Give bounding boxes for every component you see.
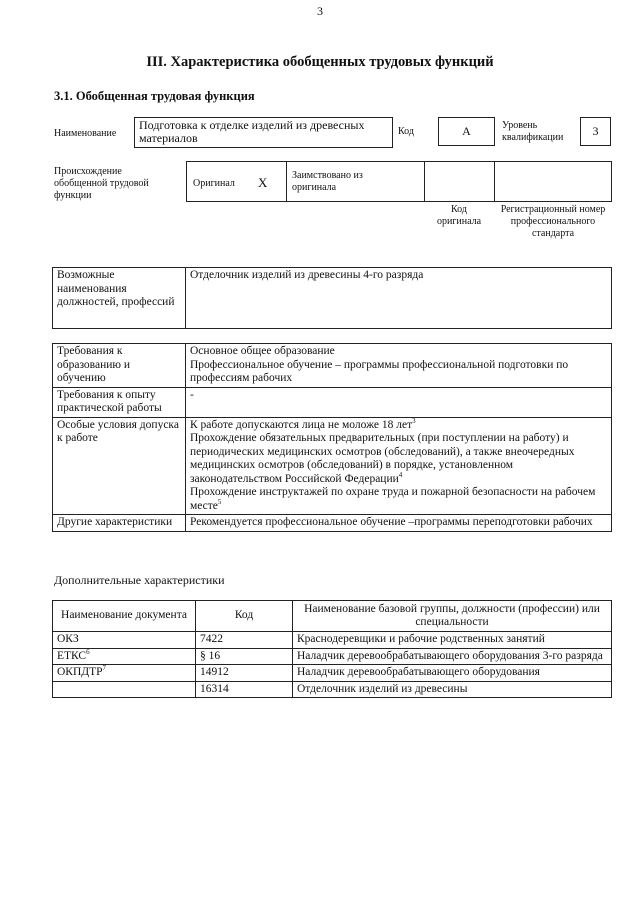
education-line: Основное общее образование [190, 345, 335, 357]
table-row [53, 681, 612, 698]
level-value: 3 [580, 117, 611, 146]
requirement-row [53, 417, 612, 515]
header-name: Наименование базовой группы, должности (профессии) или специальности [293, 601, 612, 632]
code-value: А [438, 117, 495, 146]
row-code: § 16 [196, 648, 293, 665]
table-row [53, 648, 612, 665]
table-row [53, 632, 612, 649]
code-label: Код [398, 126, 414, 137]
origin-divider [494, 161, 495, 202]
footnote-mark: 6 [86, 647, 90, 656]
row-name: Краснодеревщики и рабочие родственных занятий [293, 632, 612, 649]
row-name: Наладчик деревообрабатывающего оборудования [293, 665, 612, 682]
education-value [186, 344, 612, 388]
other-label: Другие характеристики [53, 515, 186, 532]
borrowed-label: Заимствовано из оригинала [292, 170, 363, 193]
conditions-value [186, 417, 612, 515]
row-doc: ОКПДТР$^7$ [53, 665, 196, 682]
experience-value: - [186, 387, 612, 417]
table-row [53, 665, 612, 682]
origin-label: Происхождение обобщенной трудовой функции [54, 166, 149, 201]
row-code: 7422 [196, 632, 293, 649]
education-line: Профессиональное обучение – программы профессиональной подготовки по профессиям рабочих [190, 358, 569, 384]
conditions-label: Особые условия допуска к работе [53, 417, 186, 515]
origin-divider [424, 161, 425, 202]
conditions-line: Прохождение обязательных предварительных (при поступлении на работу) и периодических медицинских осмотров (обследований), а также внеочередных медицинских осмотров (обследований) в порядке, установленном законодательством Российской Федерации$^4$ [190, 432, 575, 485]
row-doc [53, 681, 196, 698]
subsection-title: 3.1. Обобщенная трудовая функция [54, 89, 255, 103]
row-name: Отделочник изделий из древесины [293, 681, 612, 698]
table-header-row [53, 601, 612, 632]
experience-label: Требования к опыту практической работы [53, 387, 186, 417]
function-name-label: Наименование [54, 128, 117, 139]
footnote-mark: 3 [412, 416, 416, 425]
section-title: III. Характеристика обобщенных трудовых функций [146, 54, 494, 70]
other-value: Рекомендуется профессиональное обучение –программы переподготовки рабочих [186, 515, 612, 532]
page-number: 3 [317, 4, 323, 18]
conditions-line: Прохождение инструктажей по охране труда и пожарной безопасности на рабочем месте$^5$ [190, 486, 596, 512]
requirement-row [53, 515, 612, 532]
row-doc: ОКЗ [53, 632, 196, 649]
function-name-value: Подготовка к отделке изделий из древесных материалов [134, 117, 393, 148]
original-mark: X [258, 175, 268, 190]
code-original-caption: Код оригинала [436, 204, 482, 227]
positions-value: Отделочник изделий из древесины 4-го разряда [186, 268, 612, 329]
row-code: 16314 [196, 681, 293, 698]
original-label: Оригинал [193, 178, 235, 189]
education-label: Требования к образованию и обучению [53, 344, 186, 388]
conditions-line: К работе допускаются лица не моложе 18 лет$^3$ [190, 416, 416, 431]
additional-title: Дополнительные характеристики [54, 573, 225, 587]
footnote-mark: 4 [398, 470, 403, 479]
origin-divider [286, 161, 287, 202]
requirement-row [53, 344, 612, 388]
requirement-row [53, 387, 612, 417]
positions-row [53, 268, 612, 329]
header-doc: Наименование документа [53, 601, 196, 632]
row-doc: ЕТКС$^6$ [53, 648, 196, 665]
level-label: Уровень квалификации [502, 120, 564, 143]
footnote-mark: 7 [102, 664, 107, 673]
header-code: Код [196, 601, 293, 632]
row-name: Наладчик деревообрабатывающего оборудования 3-го разряда [293, 648, 612, 665]
row-code: 14912 [196, 665, 293, 682]
positions-label: Возможные наименования должностей, профессий [53, 268, 186, 329]
registration-caption: Регистрационный номер профессионального стандарта [500, 204, 606, 239]
footnote-mark: 5 [217, 497, 222, 506]
